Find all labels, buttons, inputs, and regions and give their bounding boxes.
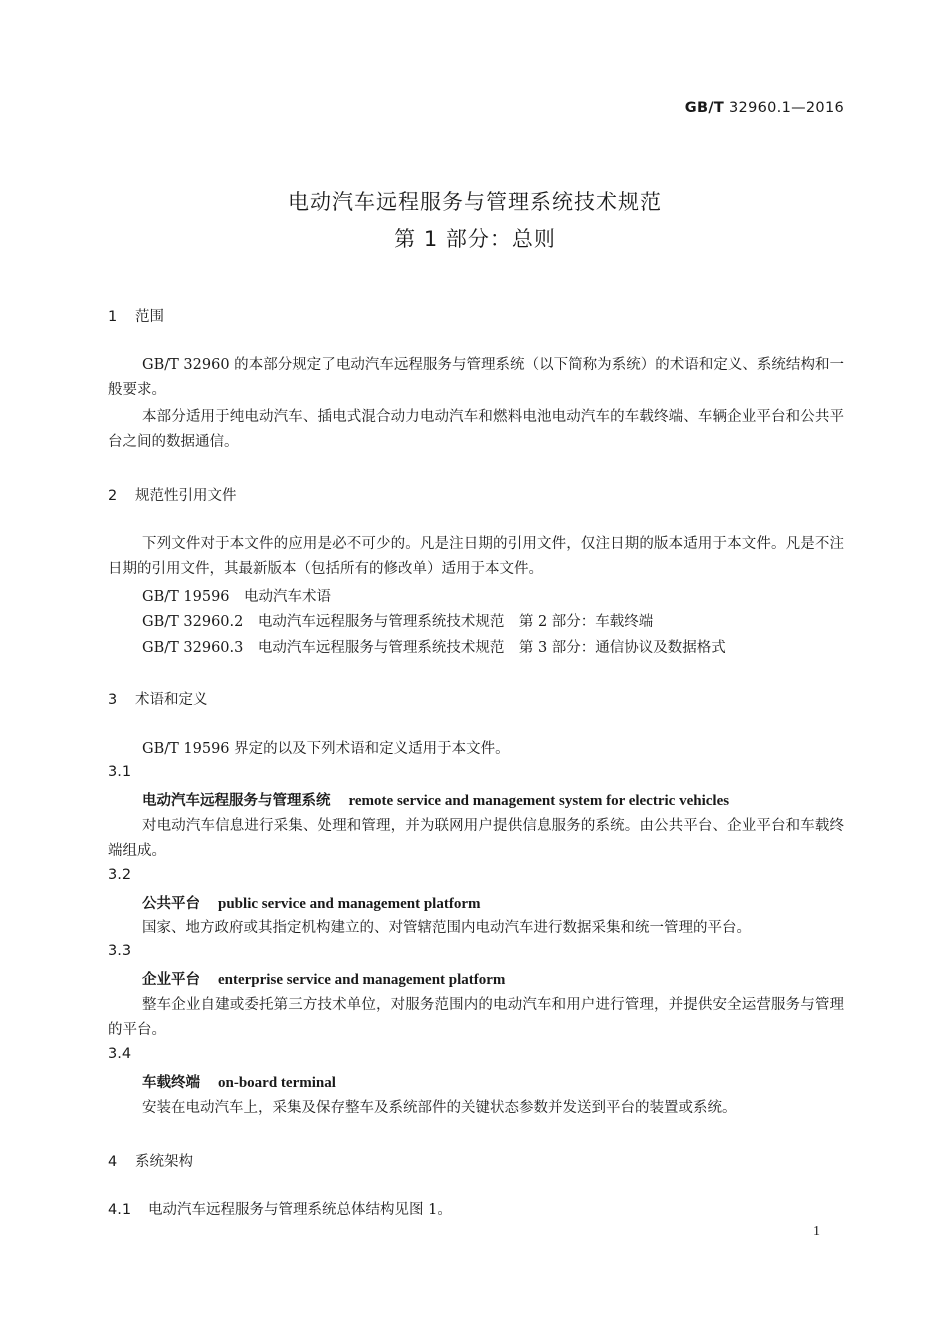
reference-item: GB/T 19596 电动汽车术语 [142, 589, 332, 605]
section-heading-terms: 3 术语和定义 [108, 692, 208, 708]
term-definition: 整车企业自建或委托第三方技术单位，对服务范围内的电动汽车和用户进行管理，并提供安全运营服务与管理的平台。 [108, 997, 844, 1038]
term-number: 3.1 [108, 764, 132, 780]
section-heading-architecture: 4 系统架构 [108, 1154, 193, 1170]
section-heading-normative-references: 2 规范性引用文件 [108, 488, 237, 504]
document-subtitle: 第 1 部分：总则 [394, 227, 556, 251]
paragraph: 本部分适用于纯电动汽车、插电式混合动力电动汽车和燃料电池电动汽车的车载终端、车辆企业平台和公共平台之间的数据通信。 [108, 409, 844, 450]
standard-code: GB/T 32960.1—2016 [684, 100, 844, 116]
term-definition: 对电动汽车信息进行采集、处理和管理，并为联网用户提供信息服务的系统。由公共平台、企业平台和车载终端组成。 [108, 818, 844, 859]
reference-item: GB/T 32960.3 电动汽车远程服务与管理系统技术规范 第 3 部分：通信协议及数据格式 [142, 640, 726, 656]
paragraph: 下列文件对于本文件的应用是必不可少的。凡是注日期的引用文件，仅注日期的版本适用于本文件。凡是不注日期的引用文件，其最新版本（包括所有的修改单）适用于本文件。 [108, 536, 844, 577]
document-title: 电动汽车远程服务与管理系统技术规范 [288, 190, 662, 214]
term-entry: 电动汽车远程服务与管理系统 remote service and management system for electric vehicles [142, 793, 730, 809]
term-number: 3.3 [108, 943, 132, 959]
terms-intro: GB/T 19596 界定的以及下列术语和定义适用于本文件。 [142, 741, 510, 757]
section-heading-scope: 1 范围 [108, 309, 164, 325]
term-entry: 公共平台 public service and management platform [142, 896, 481, 912]
term-definition: 国家、地方政府或其指定机构建立的、对管辖范围内电动汽车进行数据采集和统一管理的平台。 [142, 920, 751, 936]
term-definition: 安装在电动汽车上，采集及保存整车及系统部件的关键状态参数并发送到平台的装置或系统。 [142, 1100, 737, 1116]
term-entry: 车载终端 on-board terminal [142, 1075, 336, 1091]
reference-item: GB/T 32960.2 电动汽车远程服务与管理系统技术规范 第 2 部分：车载终端 [142, 614, 654, 630]
term-entry: 企业平台 enterprise service and management platform [142, 972, 506, 988]
paragraph: GB/T 32960 的本部分规定了电动汽车远程服务与管理系统（以下简称为系统）的术语和定义、系统结构和一般要求。 [108, 357, 844, 398]
term-number: 3.2 [108, 867, 132, 883]
term-number: 3.4 [108, 1046, 132, 1062]
subclause: 4.1 电动汽车远程服务与管理系统总体结构见图 1。 [108, 1202, 452, 1218]
page-number: 1 [813, 1224, 820, 1239]
